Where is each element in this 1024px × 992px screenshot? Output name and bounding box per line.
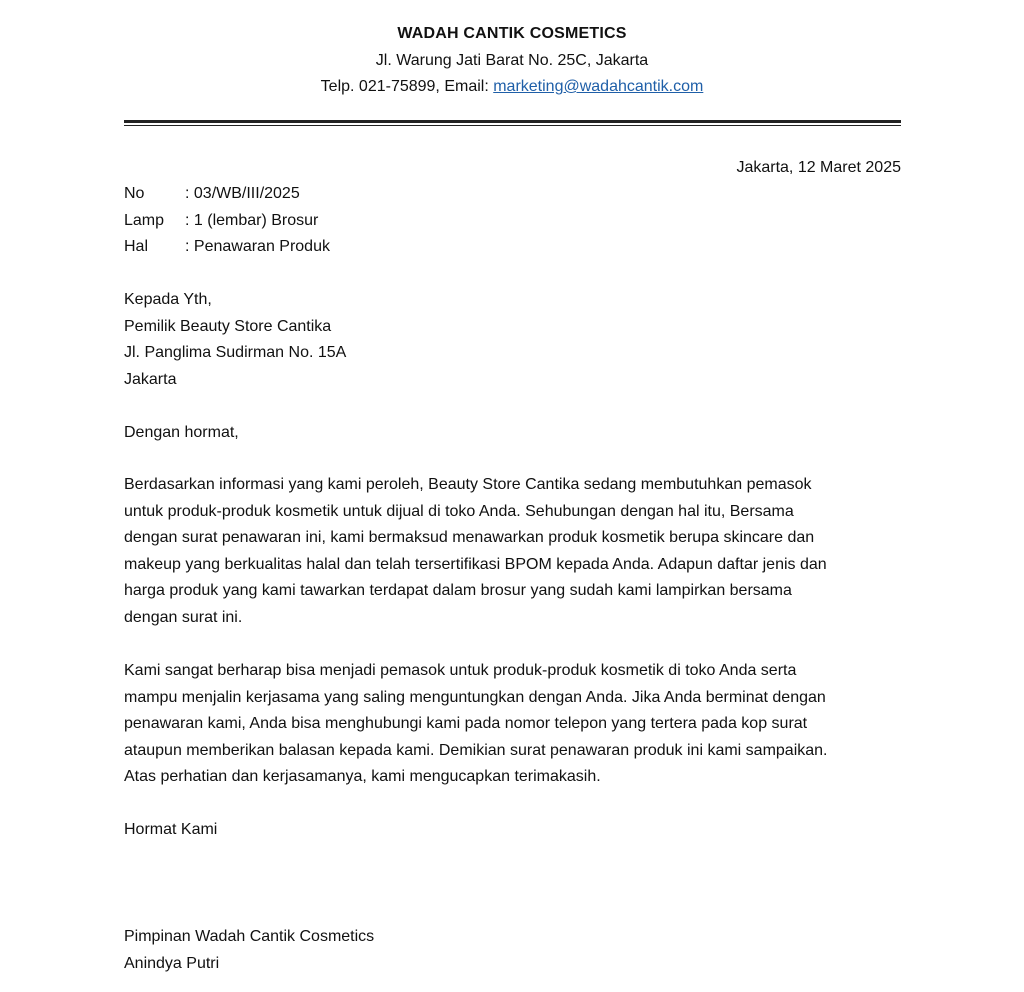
- company-name: WADAH CANTIK COSMETICS: [397, 25, 627, 42]
- paragraph-line: makeup yang berkualitas halal dan telah tersertifikasi BPOM kepada Anda. Adapun daftar jenis dan: [124, 555, 827, 573]
- meta-row-attachment: [124, 208, 330, 235]
- signer-title: Pimpinan Wadah Cantik Cosmetics: [124, 928, 375, 945]
- meta-value: : Penawaran Produk: [185, 238, 330, 255]
- paragraph-line: dengan surat penawaran ini, kami bermaksud menawarkan produk kosmetik berupa skincare dan: [124, 529, 815, 546]
- meta-key: Hal: [124, 238, 149, 255]
- paragraph-line: Atas perhatian dan kerjasamanya, kami mengucapkan terimakasih.: [124, 768, 601, 785]
- recipient-line: Pemilik Beauty Store Cantika: [124, 317, 332, 335]
- paragraph-line: ataupun memberikan balasan kepada kami. Demikian surat penawaran produk ini kami sampaikan.: [124, 741, 828, 759]
- signature-block: [124, 924, 901, 977]
- meta-value: : 1 (lembar) Brosur: [185, 211, 319, 229]
- recipient-line: Jl. Panglima Sudirman No. 15A: [124, 344, 347, 361]
- paragraph-line: harga produk yang kami tawarkan terdapat dalam brosur yang sudah kami lampirkan bersama: [124, 582, 792, 599]
- signer-name: Anindya Putri: [124, 954, 220, 972]
- paragraph-line: Kami sangat berharap bisa menjadi pemasok untuk produk-produk kosmetik di toko Anda serta: [124, 662, 797, 679]
- recipient-line: Kepada Yth,: [124, 291, 212, 308]
- letterhead: [0, 21, 1024, 101]
- paragraph-line: penawaran kami, Anda bisa menghubungi kami pada nomor telepon yang tertera pada kop surat: [124, 715, 808, 732]
- body-paragraph-1: [124, 472, 901, 631]
- company-contact: [0, 74, 1024, 101]
- letterhead-divider: [124, 120, 901, 123]
- paragraph-line: untuk produk-produk kosmetik untuk dijual di toko Anda. Sehubungan dengan hal itu, Bersama: [124, 502, 794, 520]
- greeting: Dengan hormat,: [124, 424, 239, 441]
- meta-value: : 03/WB/III/2025: [185, 185, 300, 202]
- company-address: Jl. Warung Jati Barat No. 25C, Jakarta: [375, 51, 649, 69]
- meta-key: Lamp: [124, 211, 165, 229]
- paragraph-line: dengan surat ini.: [124, 608, 243, 626]
- letterhead-divider-thin: [124, 125, 901, 126]
- meta-row-number: [124, 181, 330, 208]
- paragraph-line: mampu menjalin kerjasama yang saling menguntungkan dengan Anda. Jika Anda berminat dengan: [124, 688, 826, 706]
- meta-key: No: [124, 185, 145, 202]
- letter-date: Jakarta, 12 Maret 2025: [736, 159, 901, 176]
- email-link[interactable]: marketing@wadahcantik.com: [493, 78, 704, 95]
- paragraph-line: Berdasarkan informasi yang kami peroleh, Beauty Store Cantika sedang membutuhkan pemasok: [124, 476, 812, 493]
- body-paragraph-2: [124, 658, 901, 791]
- contact-phone: Telp. 021-75899, Email:: [320, 78, 494, 95]
- recipient-line: Jakarta: [124, 370, 177, 388]
- closing: Hormat Kami: [124, 821, 218, 838]
- meta-row-subject: [124, 234, 330, 261]
- recipient-block: [124, 287, 901, 393]
- letter-meta: [124, 181, 330, 261]
